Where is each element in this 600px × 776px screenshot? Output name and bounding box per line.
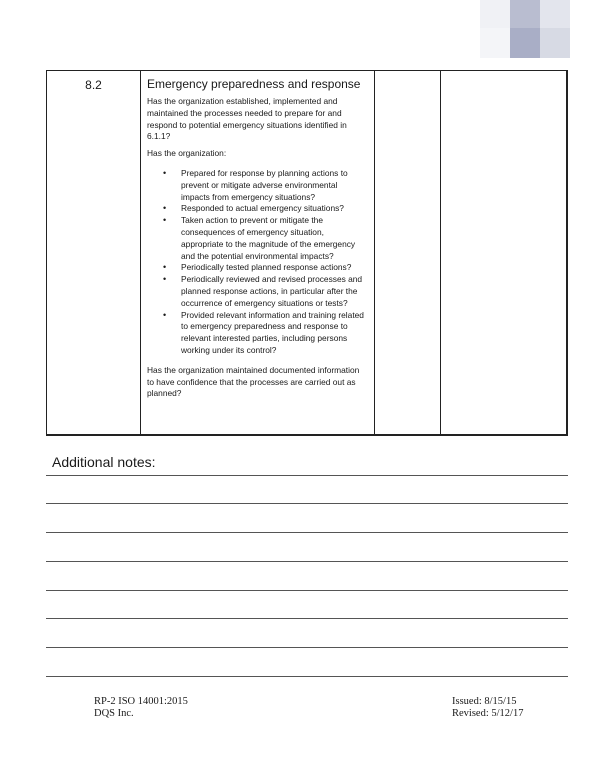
checklist-table — [46, 70, 568, 436]
bullet-icon: • — [163, 167, 167, 178]
doc-code: RP-2 ISO 14001:2015 — [94, 696, 188, 707]
note-line[interactable] — [46, 676, 568, 677]
question-text: Has the organization maintained documented information to have confidence that the processes are carried out as planned? — [147, 364, 360, 399]
list-item: • Responded to actual emergency situations? — [163, 203, 344, 214]
section-number-cell — [47, 71, 141, 434]
footer-left — [94, 696, 188, 720]
company-name: DQS Inc. — [94, 708, 134, 719]
answer-cell[interactable] — [375, 71, 441, 434]
notes-title: Additional notes: — [52, 454, 156, 470]
question-text: Has the organization established, implemented and maintained the processes needed to prepare for and respond to potential emergency situations identified in 6.1.1? — [147, 96, 347, 142]
issued-date: Issued: 8/15/15 — [452, 696, 517, 707]
corner-decoration — [480, 0, 510, 28]
list-item: • Prepared for response by planning actions to prevent or mitigate adverse environmental impacts from emergency situations? — [163, 167, 348, 202]
revised-date: Revised: 5/12/17 — [452, 708, 524, 719]
note-line[interactable] — [46, 618, 568, 619]
note-line[interactable] — [46, 561, 568, 562]
note-line[interactable] — [46, 647, 568, 648]
note-line[interactable] — [46, 475, 568, 476]
list-item: • Provided relevant information and training related to emergency preparedness and response to relevant interested parties, including persons working under its control? — [163, 309, 364, 355]
footer-right — [452, 696, 523, 720]
note-line[interactable] — [46, 503, 568, 504]
bullet-icon: • — [163, 262, 167, 273]
bullet-icon: • — [163, 215, 167, 226]
corner-decoration — [540, 28, 570, 58]
note-line[interactable] — [46, 590, 568, 591]
corner-decoration — [480, 28, 510, 58]
requirement-cell — [141, 71, 375, 434]
list-item: • Periodically reviewed and revised processes and planned response actions, in particular after the occurrence of emergency situations or tests? — [163, 274, 363, 308]
section-title: Emergency preparedness and response — [147, 77, 361, 91]
list-item: • Periodically tested planned response actions? — [163, 262, 352, 273]
note-line[interactable] — [46, 532, 568, 533]
corner-decoration — [540, 0, 570, 28]
requirement-list — [147, 168, 368, 357]
bullet-icon: • — [163, 309, 167, 320]
bullet-icon: • — [163, 203, 167, 214]
question-intro: Has the organization: — [147, 148, 227, 159]
comment-cell[interactable] — [441, 71, 566, 434]
bullet-icon: • — [163, 274, 167, 285]
corner-decoration — [510, 28, 540, 58]
section-number: 8.2 — [85, 78, 102, 92]
list-item: • Taken action to prevent or mitigate the consequences of emergency situation, appropriate to the magnitude of the emergency and the potential environmental impacts? — [163, 215, 356, 261]
corner-decoration — [510, 0, 540, 28]
